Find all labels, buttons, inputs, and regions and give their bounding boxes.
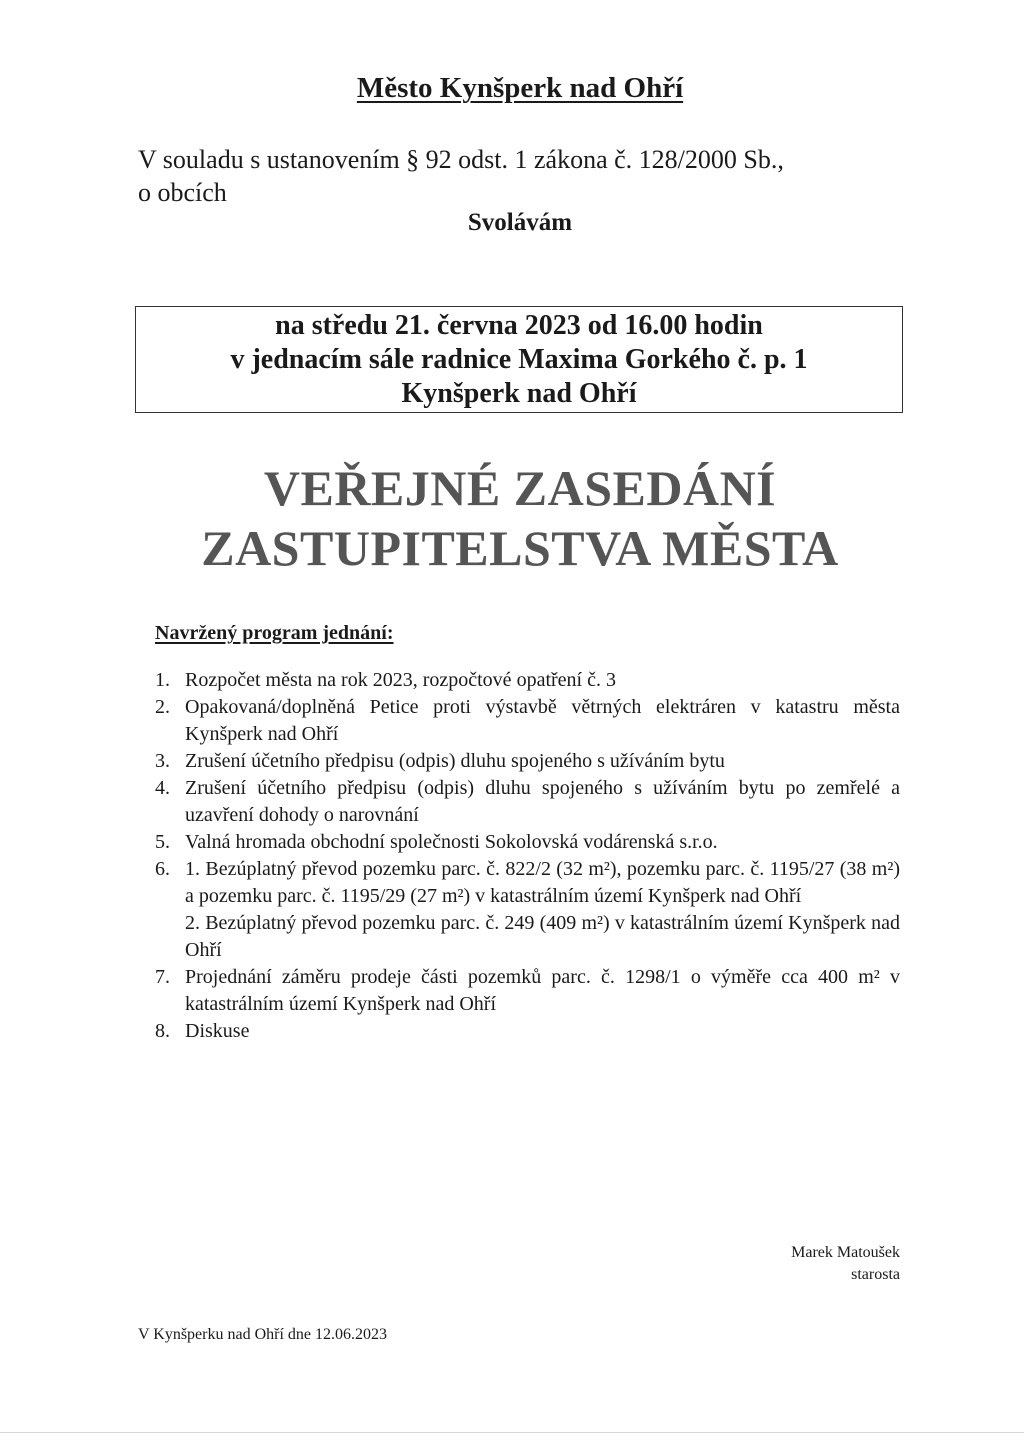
agenda-item-text: Diskuse [185, 1020, 250, 1042]
meeting-info-box [135, 306, 903, 413]
agenda-item-number: 8. [155, 1020, 170, 1042]
legal-line-2: o obcích [138, 178, 227, 207]
agenda-item-number: 6. [155, 858, 170, 880]
agenda-item [155, 856, 900, 964]
agenda-item-text: 1. Bezúplatný převod pozemku parc. č. 822/2 (32 m²), pozemku parc. č. 1195/27 (38 m²) a pozemku parc. č. 1195/29 (27 m²) v katastrálním území Kynšperk nad Ohří [185, 858, 900, 907]
signature-block [791, 1242, 900, 1286]
agenda-item [155, 748, 900, 775]
agenda-item-number: 1. [155, 669, 170, 691]
main-heading-line-1: VEŘEJNÉ ZASEDÁNÍ [263, 460, 777, 516]
agenda-item-text-group [185, 856, 900, 964]
agenda-item [155, 964, 900, 1018]
agenda-item [155, 667, 900, 694]
program-title: Navržený program jednání: [155, 622, 394, 644]
legal-basis [138, 143, 908, 209]
agenda-list [155, 667, 900, 1045]
signatory-role: starosta [851, 1266, 900, 1283]
agenda-item-number: 5. [155, 831, 170, 853]
meeting-place: v jednacím sále radnice Maxima Gorkého č. p. 1 [230, 344, 808, 375]
legal-line-1: V souladu s ustanovením § 92 odst. 1 zákona č. 128/2000 Sb., [138, 145, 784, 174]
agenda-item [155, 775, 900, 829]
agenda-item [155, 829, 900, 856]
agenda-item-text: Valná hromada obchodní společnosti Sokolovská vodárenská s.r.o. [185, 831, 718, 853]
agenda-item-number: 4. [155, 777, 170, 799]
agenda-item-subtext: 2. Bezúplatný převod pozemku parc. č. 249 (409 m²) v katastrálním území Kynšperk nad Ohří [185, 912, 900, 961]
date-line: V Kynšperku nad Ohří dne 12.06.2023 [138, 1326, 388, 1343]
agenda-item-text: Opakovaná/doplněná Petice proti výstavbě větrných elektráren v katastru města Kynšperk nad Ohří [185, 696, 900, 745]
agenda-item-number: 2. [155, 696, 170, 718]
signatory-name: Marek Matoušek [791, 1244, 900, 1261]
page-divider [0, 1432, 1024, 1433]
agenda-item-number: 3. [155, 750, 170, 772]
agenda-item [155, 1018, 900, 1045]
agenda-item-text: Rozpočet města na rok 2023, rozpočtové opatření č. 3 [185, 669, 616, 691]
main-heading-line-2: ZASTUPITELSTVA MĚSTA [201, 520, 839, 576]
convene-label: Svolávám [467, 209, 573, 236]
agenda-item [155, 694, 900, 748]
meeting-date: na středu 21. června 2023 od 16.00 hodin [275, 310, 763, 341]
agenda-item-text: Zrušení účetního předpisu (odpis) dluhu spojeného s užíváním bytu po zemřelé a uzavření dohody o narovnání [185, 777, 900, 826]
agenda-item-number: 7. [155, 966, 170, 988]
agenda-item-text: Zrušení účetního předpisu (odpis) dluhu spojeného s užíváním bytu [185, 750, 725, 772]
document-title: Město Kynšperk nad Ohří [356, 72, 684, 104]
agenda-item-text: Projednání záměru prodeje části pozemků parc. č. 1298/1 o výměře cca 400 m² v katastrálním území Kynšperk nad Ohří [185, 966, 900, 1015]
meeting-town: Kynšperk nad Ohří [401, 378, 637, 409]
main-heading [0, 458, 1024, 578]
